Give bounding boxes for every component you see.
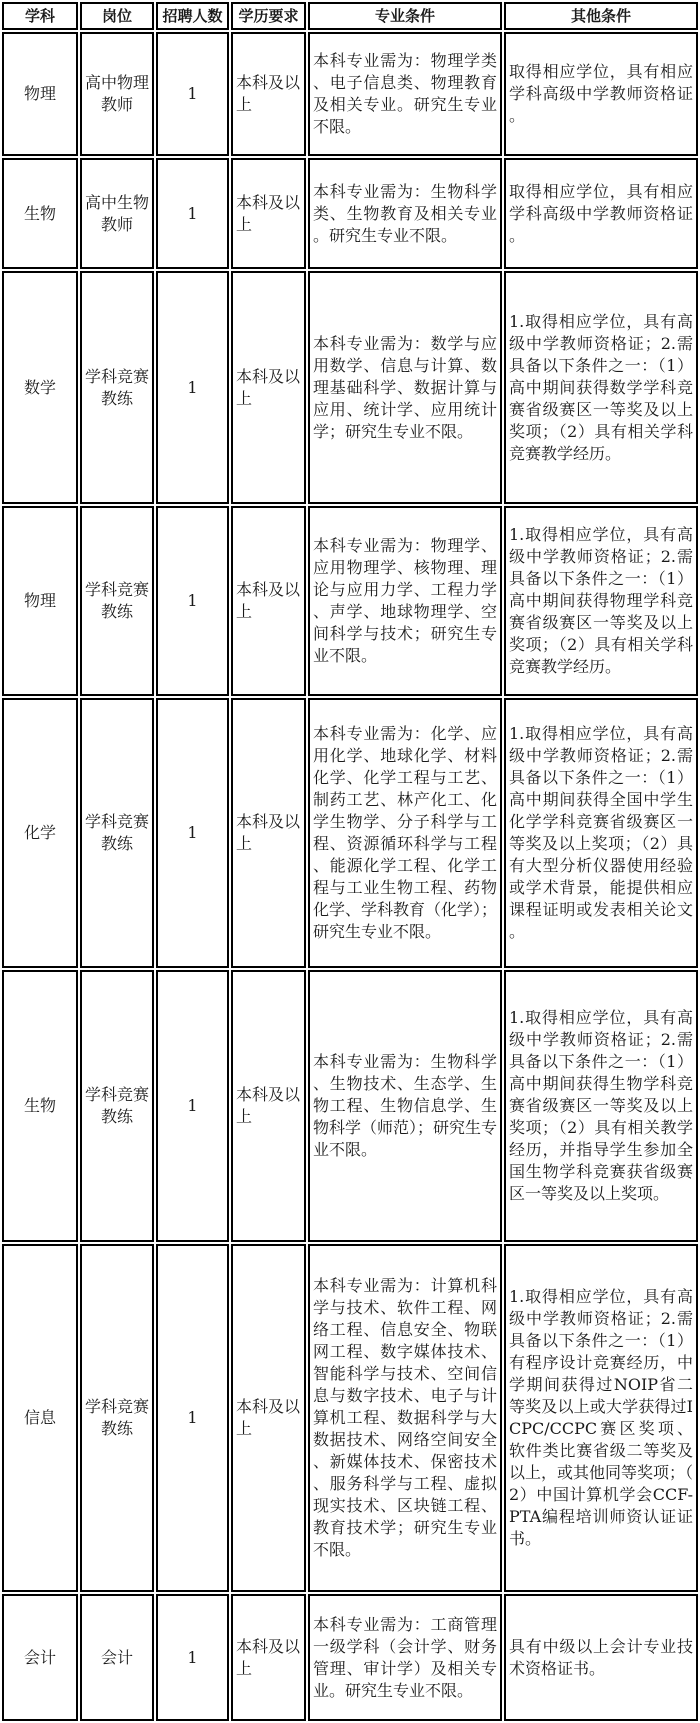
- cell-count: 1: [156, 1244, 229, 1592]
- cell-major-requirements: 本科专业需为：数学与应用数学、信息与计算、数理基础科学、数据计算与应用、统计学、应用统计学；研究生专业不限。: [308, 271, 502, 504]
- cell-position: 学科竞赛教练: [80, 506, 154, 696]
- header-row: [2, 2, 698, 30]
- cell-count: 1: [156, 158, 229, 269]
- cell-count: 1: [156, 32, 229, 156]
- table-body: [2, 32, 698, 1721]
- cell-education: 本科及以上: [231, 32, 306, 156]
- table-row-math-coach: [2, 271, 698, 504]
- cell-other-requirements: 具有中级以上会计专业技术资格证书。: [504, 1594, 698, 1721]
- cell-education: 本科及以上: [231, 1594, 306, 1721]
- cell-major-requirements: 本科专业需为：计算机科学与技术、软件工程、网络工程、信息安全、物联网工程、数字媒体技术、智能科学与技术、空间信息与数字技术、电子与计算机工程、数据科学与大数据技术、网络空间安全、新媒体技术、保密技术、服务科学与工程、虚拟现实技术、区块链工程、教育技术学；研究生专业不限。: [308, 1244, 502, 1592]
- cell-count: 1: [156, 698, 229, 968]
- col-header-education: 学历要求: [231, 2, 306, 30]
- cell-subject: 生物: [2, 158, 78, 269]
- cell-position: 学科竞赛教练: [80, 970, 154, 1242]
- cell-subject: 化学: [2, 698, 78, 968]
- cell-subject: 生物: [2, 970, 78, 1242]
- col-header-count: 招聘人数: [156, 2, 229, 30]
- cell-subject: 会计: [2, 1594, 78, 1721]
- table-header: [2, 2, 698, 30]
- table-row-physics-teacher: [2, 32, 698, 156]
- table-row-informatics-coach: [2, 1244, 698, 1592]
- cell-position: 高中物理教师: [80, 32, 154, 156]
- cell-other-requirements: 取得相应学位，具有相应学科高级中学教师资格证。: [504, 158, 698, 269]
- cell-other-requirements: 1.取得相应学位，具有高级中学教师资格证；2.需具备以下条件之一：（1）高中期间获得物理学科竞赛省级赛区一等奖及以上奖项；（2）具有相关学科竞赛教学经历。: [504, 506, 698, 696]
- col-header-major-requirements: 专业条件: [308, 2, 502, 30]
- col-header-subject: 学科: [2, 2, 78, 30]
- cell-education: 本科及以上: [231, 698, 306, 968]
- cell-count: 1: [156, 271, 229, 504]
- cell-education: 本科及以上: [231, 158, 306, 269]
- table-row-chemistry-coach: [2, 698, 698, 968]
- cell-subject: 物理: [2, 506, 78, 696]
- cell-major-requirements: 本科专业需为：生物科学类、生物教育及相关专业。研究生专业不限。: [308, 158, 502, 269]
- cell-education: 本科及以上: [231, 970, 306, 1242]
- cell-education: 本科及以上: [231, 506, 306, 696]
- cell-other-requirements: 1.取得相应学位，具有高级中学教师资格证；2.需具备以下条件之一：（1）有程序设计竞赛经历，中学期间获得过NOIP省二等奖及以上或大学获得过ICPC/CCPC赛区奖项、软件类比赛省级二等奖及以上，或其他同等奖项；（2）中国计算机学会CCF- PTA编程培训师资认证证书。: [504, 1244, 698, 1592]
- cell-position: 会计: [80, 1594, 154, 1721]
- cell-subject: 数学: [2, 271, 78, 504]
- cell-major-requirements: 本科专业需为：物理学类、电子信息类、物理教育及相关专业。研究生专业不限。: [308, 32, 502, 156]
- cell-other-requirements: 1.取得相应学位，具有高级中学教师资格证；2.需具备以下条件之一：（1）高中期间获得数学学科竞赛省级赛区一等奖及以上奖项；（2）具有相关学科竞赛教学经历。: [504, 271, 698, 504]
- table-row-accountant: [2, 1594, 698, 1721]
- cell-position: 高中生物教师: [80, 158, 154, 269]
- cell-position: 学科竞赛教练: [80, 271, 154, 504]
- col-header-position: 岗位: [80, 2, 154, 30]
- col-header-other-requirements: 其他条件: [504, 2, 698, 30]
- cell-major-requirements: 本科专业需为：工商管理一级学科（会计学、财务管理、审计学）及相关专业。研究生专业不限。: [308, 1594, 502, 1721]
- table-row-biology-teacher: [2, 158, 698, 269]
- cell-major-requirements: 本科专业需为：物理学、应用物理学、核物理、理论与应用力学、工程力学、声学、地球物理学、空间科学与技术；研究生专业不限。: [308, 506, 502, 696]
- cell-major-requirements: 本科专业需为：生物科学、生物技术、生态学、生物工程、生物信息学、生物科学（师范）；研究生专业不限。: [308, 970, 502, 1242]
- cell-major-requirements: 本科专业需为：化学、应用化学、地球化学、材料化学、化学工程与工艺、制药工艺、林产化工、化学生物学、分子科学与工程、资源循环科学与工程、能源化学工程、化学工程与工业生物工程、药物化学、学科教育（化学）；研究生专业不限。: [308, 698, 502, 968]
- cell-other-requirements: 取得相应学位，具有相应学科高级中学教师资格证。: [504, 32, 698, 156]
- cell-education: 本科及以上: [231, 1244, 306, 1592]
- cell-education: 本科及以上: [231, 271, 306, 504]
- cell-position: 学科竞赛教练: [80, 1244, 154, 1592]
- cell-subject: 信息: [2, 1244, 78, 1592]
- cell-position: 学科竞赛教练: [80, 698, 154, 968]
- cell-count: 1: [156, 1594, 229, 1721]
- cell-count: 1: [156, 970, 229, 1242]
- cell-other-requirements: 1.取得相应学位，具有高级中学教师资格证；2.需具备以下条件之一：（1）高中期间获得生物学科竞赛省级赛区一等奖及以上奖项；（2）具有相关教学经历，并指导学生参加全国生物学科竞赛获省级赛区一等奖及以上奖项。: [504, 970, 698, 1242]
- table-row-physics-coach: [2, 506, 698, 696]
- table-row-biology-coach: [2, 970, 698, 1242]
- cell-count: 1: [156, 506, 229, 696]
- cell-subject: 物理: [2, 32, 78, 156]
- cell-other-requirements: 1.取得相应学位，具有高级中学教师资格证；2.需具备以下条件之一：（1）高中期间获得全国中学生化学学科竞赛省级赛区一等奖及以上奖项；（2）具有大型分析仪器使用经验或学术背景，能提供相应课程证明或发表相关论文。: [504, 698, 698, 968]
